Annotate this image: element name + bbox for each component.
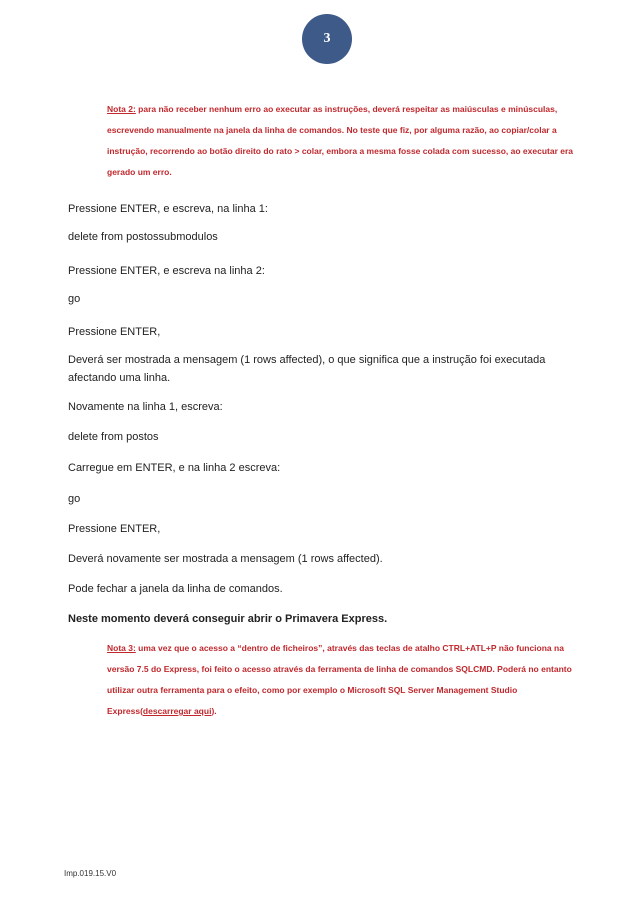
paragraph-6: Deverá ser mostrada a mensagem (1 rows affected), o que significa que a instrução foi executada afectando uma linha. — [68, 354, 546, 384]
note-3-text-end: ). — [211, 706, 217, 716]
paragraph-8: delete from postos — [68, 431, 159, 443]
page-number-badge: 3 — [302, 14, 352, 64]
download-link[interactable]: descarregar aqui — [142, 706, 212, 716]
document-code: Imp.019.15.V0 — [64, 869, 117, 878]
paragraph-1: Pressione ENTER, e escreva, na linha 1: — [68, 203, 268, 215]
paragraph-10: go — [68, 493, 81, 505]
paragraph-13: Pode fechar a janela da linha de comandos. — [68, 583, 283, 595]
paragraph-5: Pressione ENTER, — [68, 326, 161, 338]
paragraph-11: Pressione ENTER, — [68, 523, 161, 535]
note-3-label: Nota 3: — [107, 643, 136, 653]
paragraph-3: Pressione ENTER, e escreva na linha 2: — [68, 265, 265, 277]
note-3 — [107, 638, 587, 722]
paragraph-9: Carregue em ENTER, e na linha 2 escreva: — [68, 462, 281, 474]
note-3-text: uma vez que o acesso a “dentro de ficheiros”, através das teclas de atalho CTRL+ATL+P não funciona na versão 7.5 do Express, foi feito o acesso através da ferramenta de linha de comandos SQLCMD. Poderá no entanto utilizar outra ferramenta para o efeito, como por exemplo o Microsoft SQL Server Management Studio Express( — [107, 643, 572, 716]
note-2 — [107, 99, 587, 183]
note-2-label: Nota 2: — [107, 104, 136, 114]
paragraph-7: Novamente na linha 1, escreva: — [68, 401, 223, 413]
paragraph-4: go — [68, 293, 81, 305]
note-2-text: para não receber nenhum erro ao executar as instruções, deverá respeitar as maiúsculas e minúsculas, escrevendo manualmente na janela da linha de comandos. No teste que fiz, por alguma razão, ao copiar/colar a instrução, recorrendo ao botão direito do rato > colar, embora a mesma fosse colada com sucesso, ao executar era gerado um erro. — [107, 104, 574, 177]
bold-paragraph: Neste momento deverá conseguir abrir o Primavera Express. — [68, 613, 388, 625]
paragraph-12: Deverá novamente ser mostrada a mensagem (1 rows affected). — [68, 553, 383, 565]
paragraph-2: delete from postossubmodulos — [68, 231, 218, 243]
